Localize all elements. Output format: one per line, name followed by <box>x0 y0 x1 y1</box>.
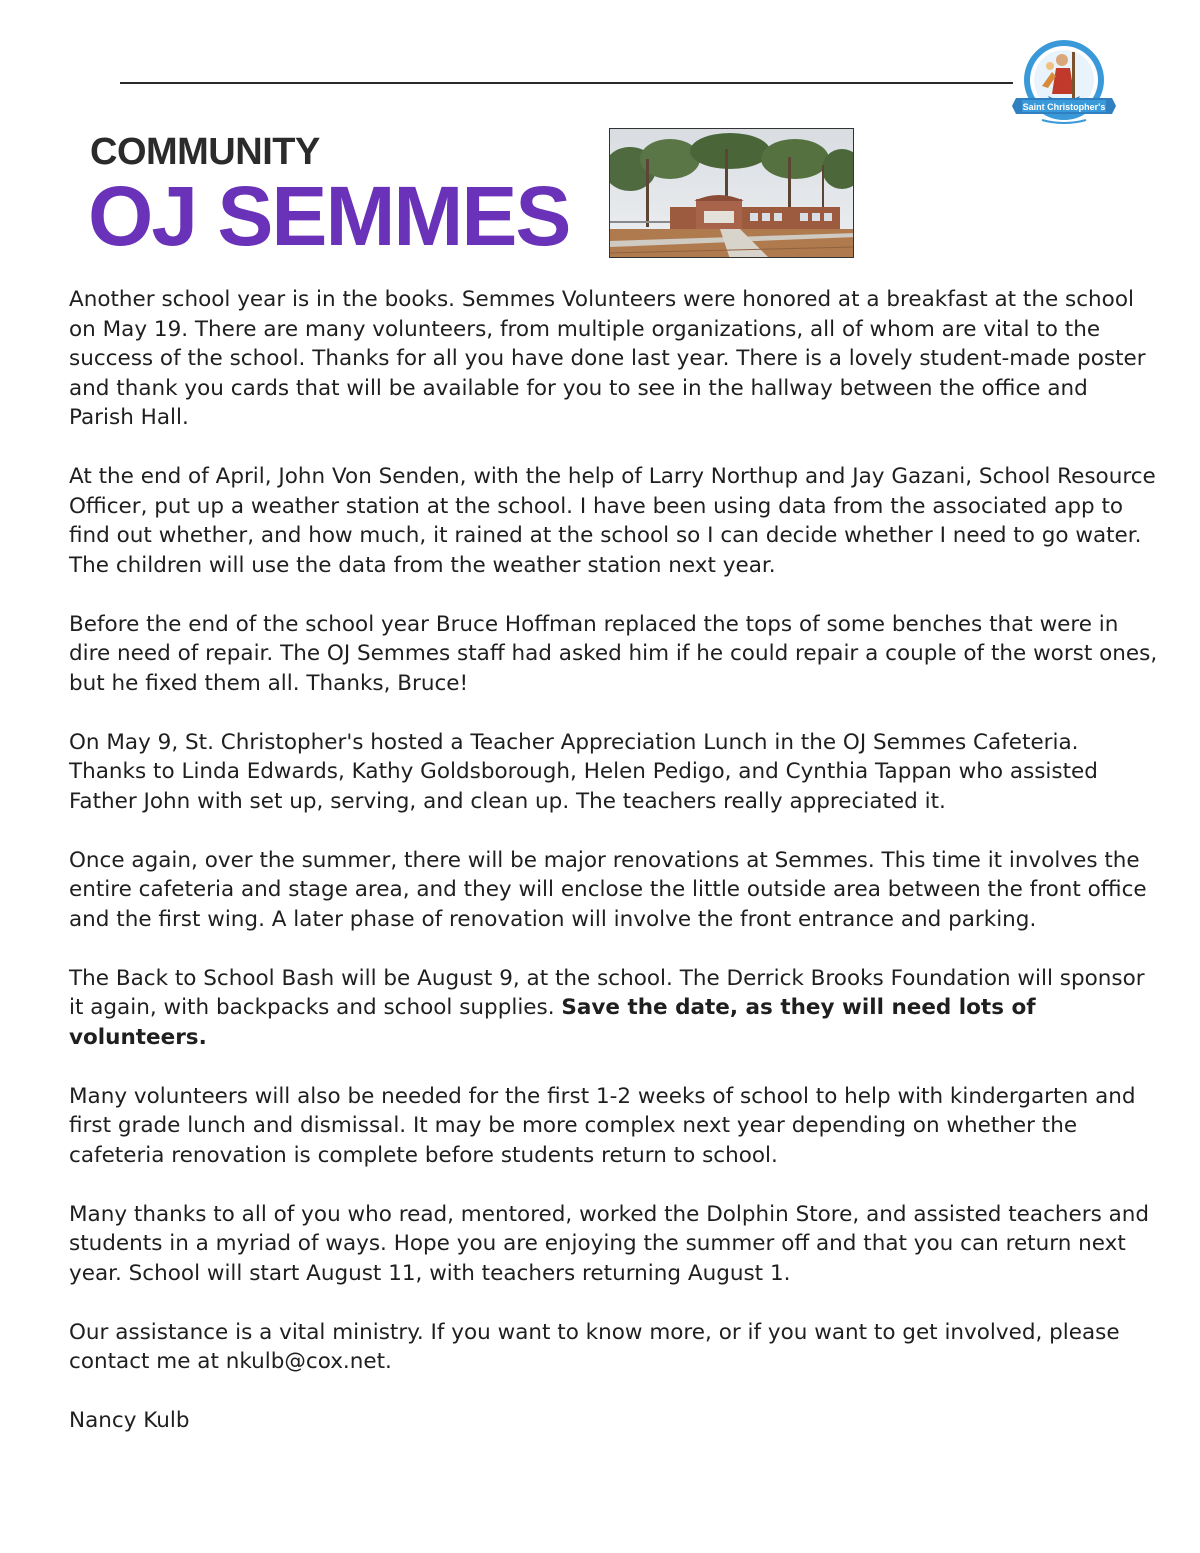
bash-text: The Back to School Bash will be August 9, at the school. The Derrick Brooks Foundation will sponsor it again, with backpacks and school supplies. <box>69 965 1145 1020</box>
signature: Nancy Kulb <box>69 1408 190 1433</box>
section-kicker: COMMUNITY <box>90 131 320 173</box>
paragraph-teacher-lunch: On May 9, St. Christopher's hosted a Teacher Appreciation Lunch in the OJ Semmes Cafeteria. Thanks to Linda Edwards, Kathy Goldsborough, Helen Pedigo, and Cynthia Tappan who assisted Father John with set up, serving, and clean up. The teachers really appreciated it. <box>69 729 1098 814</box>
logo-text: Saint Christopher's <box>1022 102 1106 112</box>
paragraph-weather-station: At the end of April, John Von Senden, with the help of Larry Northup and Jay Gazani, School Resource Officer, put up a weather station at the school. I have been using data from the associated app to find out whether, and how much, it rained at the school so I can decide whether I need to go water. The children will use the data from the weather station next year. <box>69 464 1156 578</box>
page-title: OJ SEMMES <box>88 169 570 263</box>
paragraph-contact: Our assistance is a vital ministry. If you want to know more, or if you want to get involved, please contact me at nkulb@cox.net. <box>69 1319 1120 1374</box>
save-the-date-text: Save the date, as they will need lots of volunteers. <box>69 995 1036 1050</box>
paragraph-renovations: Once again, over the summer, there will be major renovations at Semmes. This time it involves the entire cafeteria and stage area, and they will enclose the little outside area between the front office and the first wing. A later phase of renovation will involve the front entrance and parking. <box>69 847 1147 932</box>
paragraph-benches: Before the end of the school year Bruce Hoffman replaced the tops of some benches that were in dire need of repair. The OJ Semmes staff had asked him if he could repair a couple of the worst ones, but he fixed them all. Thanks, Bruce! <box>69 611 1158 696</box>
school-building-photo <box>609 128 854 258</box>
paragraph-volunteers-honored: Another school year is in the books. Semmes Volunteers were honored at a breakfast at the school on May 19. There are many volunteers, from multiple organizations, all of whom are vital to the success of the school. Thanks for all you have done last year. There is a lovely student-made poster and thank you cards that will be available for you to see in the hallway between the office and Parish Hall. <box>69 287 1146 430</box>
header-divider <box>120 82 1013 84</box>
paragraph-thanks: Many thanks to all of you who read, mentored, worked the Dolphin Store, and assisted teachers and students in a myriad of ways. Hope you are enjoying the summer off and that you can return next year. School will start August 11, with teachers returning August 1. <box>69 1201 1150 1286</box>
paragraph-back-to-school-bash <box>69 964 1159 1053</box>
saint-christopher-seal-icon <box>1012 38 1120 128</box>
paragraph-volunteers-needed: Many volunteers will also be needed for the first 1-2 weeks of school to help with kindergarten and first grade lunch and dismissal. It may be more complex next year depending on whether the cafeteria renovation is complete before students return to school. <box>69 1083 1136 1168</box>
article-body <box>69 285 1159 1465</box>
